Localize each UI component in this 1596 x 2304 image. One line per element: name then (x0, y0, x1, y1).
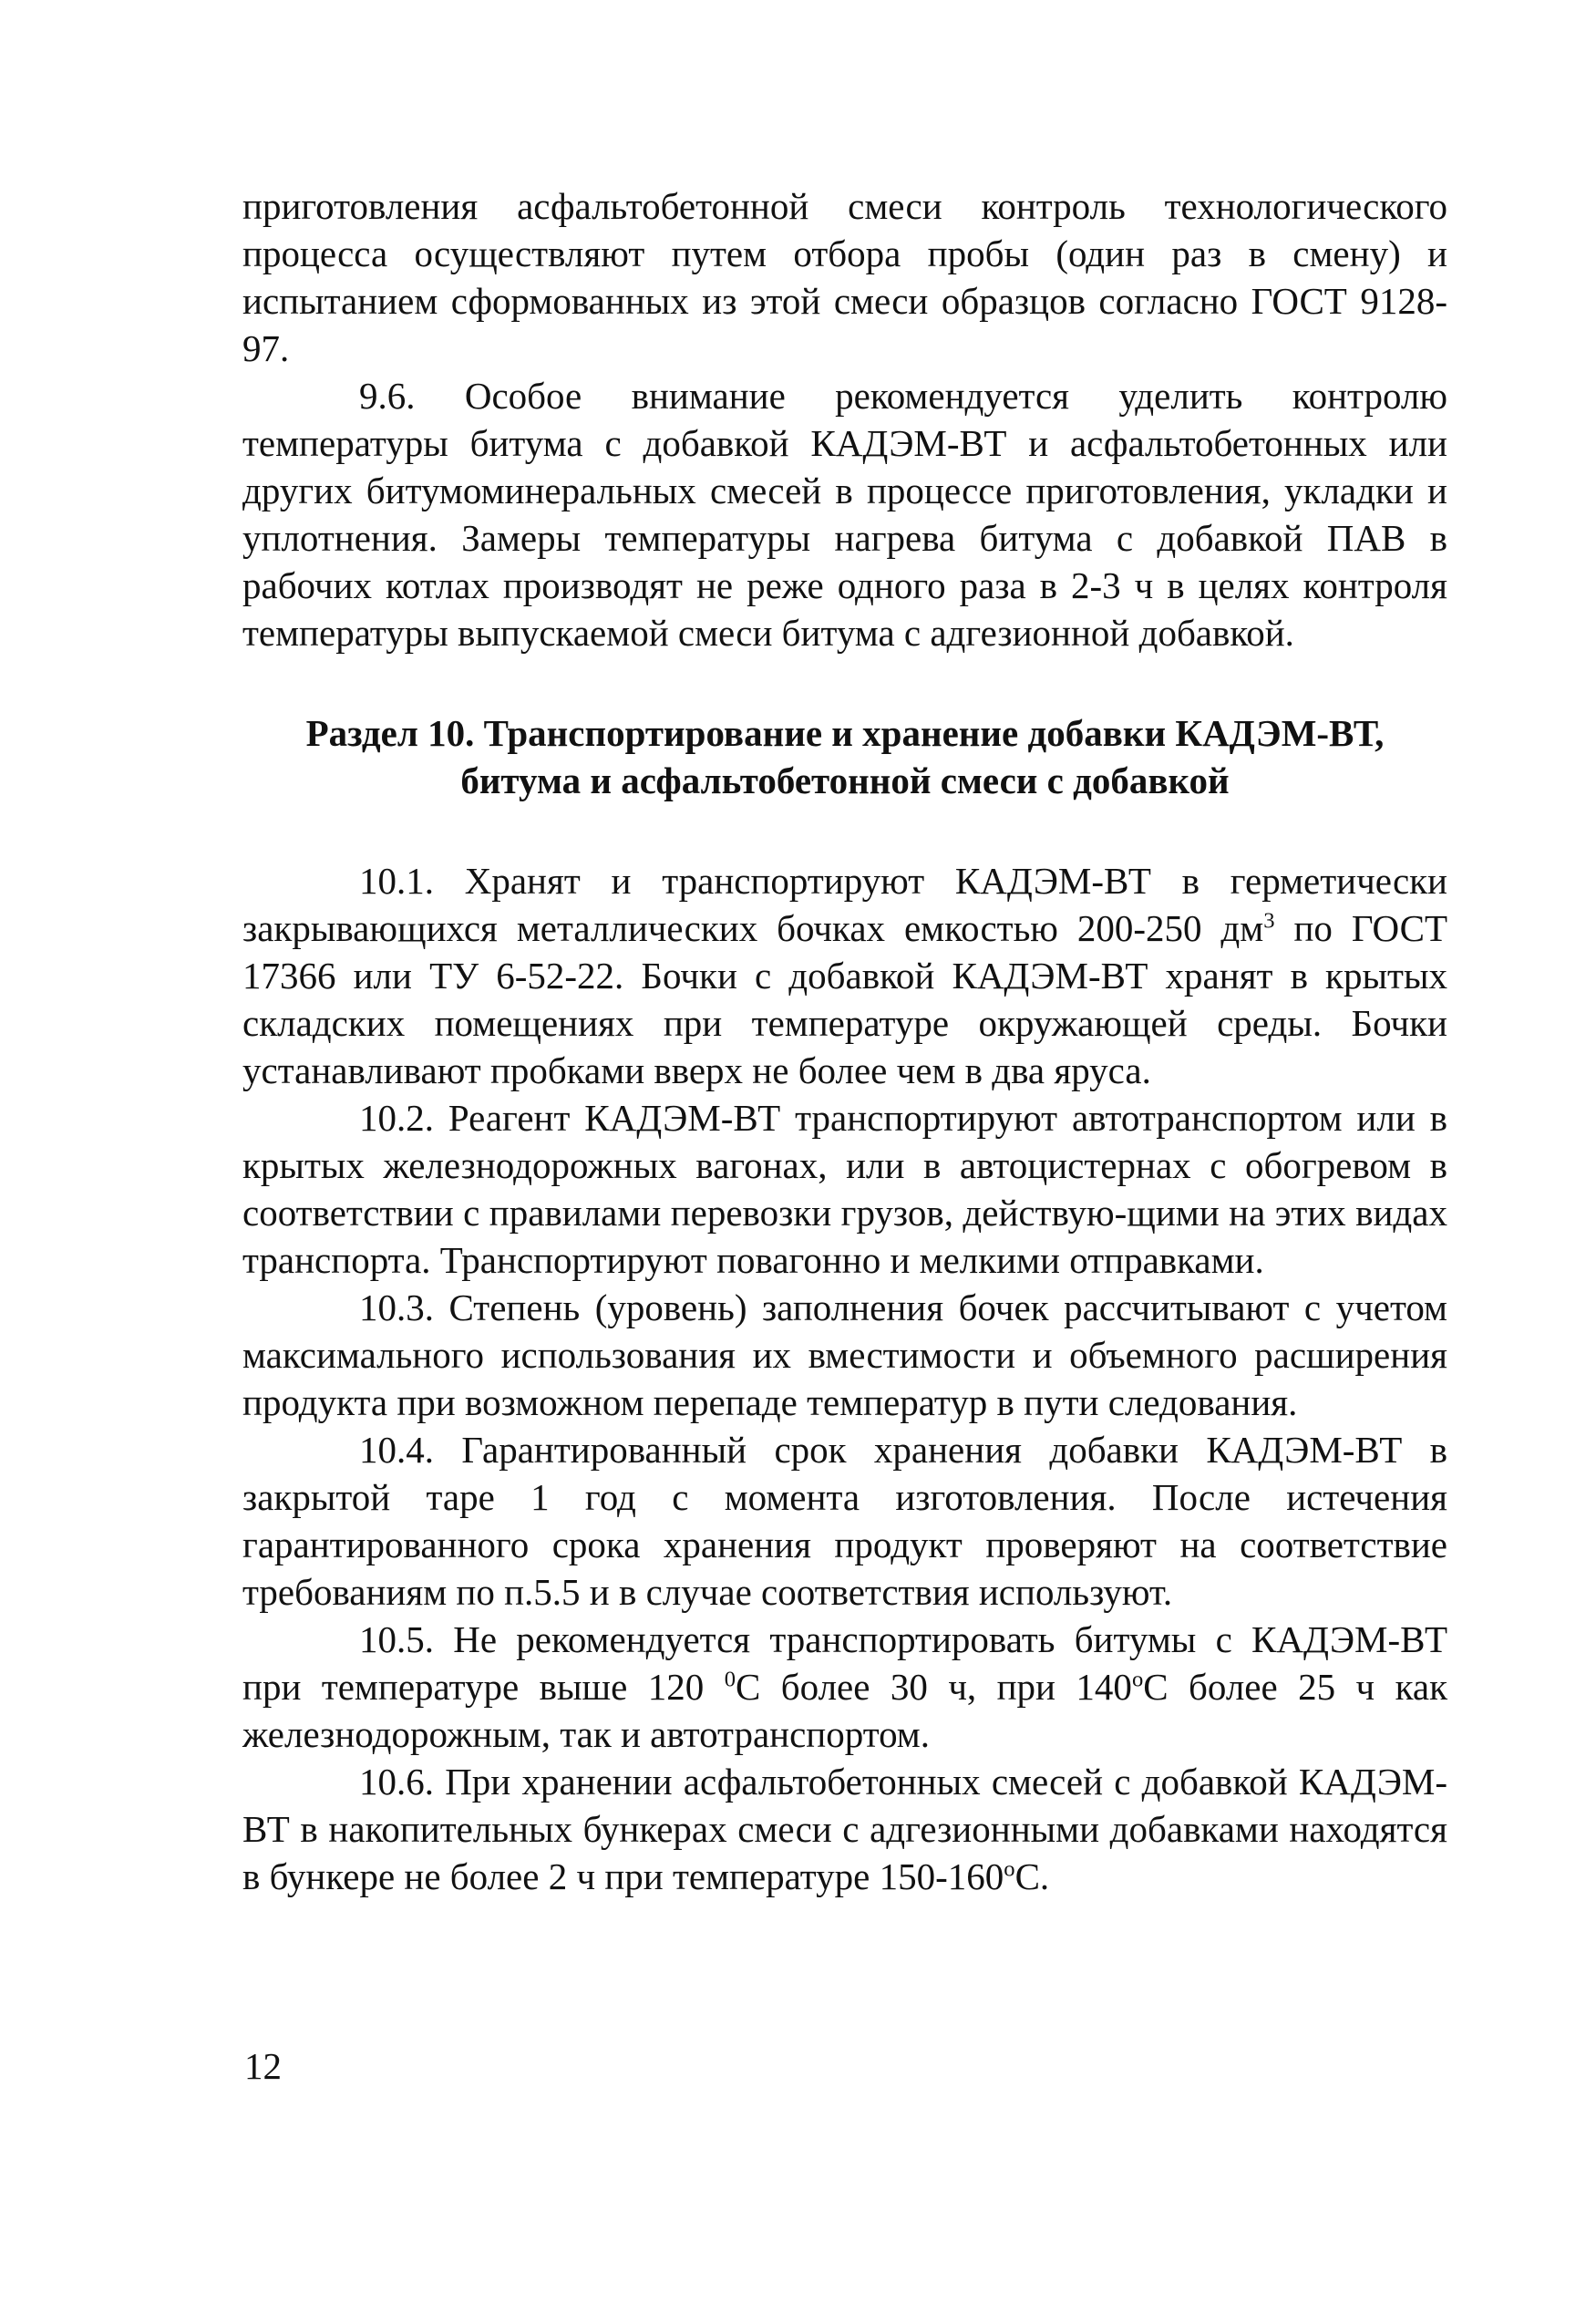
superscript-degree-1: 0 (724, 1667, 736, 1692)
section-title-line-2: битума и асфальтобетонной смеси с добавкой (460, 759, 1230, 801)
paragraph-10-6-text-b: С. (1014, 1855, 1050, 1897)
section-title-line-1: Раздел 10. Транспортирование и хранение добавки КАДЭМ-ВТ, (305, 712, 1385, 754)
paragraph-10-5-text-c: С более 25 ч как железнодорожным, так и автотранспортом. (242, 1666, 1448, 1755)
superscript-degree-2: о (1131, 1667, 1144, 1692)
superscript-cubed: 3 (1263, 908, 1275, 934)
paragraph-10-2: 10.2. Реагент КАДЭМ-ВТ транспортируют автотранспортом или в крытых железнодорожных вагонах, или в автоцистернах с обогревом в соответствии с правилами перевозки грузов, действую-щими на этих видах транспорта. Транспортируют повагонно и мелкими отправками. (242, 1097, 1447, 1281)
page-number: 12 (244, 2045, 282, 2087)
paragraph-10-4: 10.4. Гарантированный срок хранения добавки КАДЭМ-ВТ в закрытой таре 1 год с момента изготовления. После истечения гарантированного срока хранения продукт проверяют на соответствие требованиям по п.5.5 и в случае соответствия используют. (242, 1429, 1447, 1613)
paragraph-10-1-text-a: 10.1. Хранят и транспортируют КАДЭМ-ВТ в герметически закрывающихся металлических бочках емкостью 200-250 дм (242, 860, 1447, 949)
paragraph-10-5-text-b: С более 30 ч, при 140 (736, 1666, 1132, 1708)
document-page (242, 182, 1447, 1900)
paragraph-10-6 (242, 1758, 1447, 1900)
paragraph-10-1-text-b: по ГОСТ 17366 или ТУ 6-52-22. Бочки с добавкой КАДЭМ-ВТ хранят в крытых складских помещениях при температуре окружающей среды. Бочки устанавливают пробками вверх не более чем в два яруса. (242, 907, 1448, 1091)
paragraph-10-1 (242, 857, 1447, 1094)
superscript-degree-3: о (1004, 1856, 1015, 1882)
paragraph-10-3: 10.3. Степень (уровень) заполнения бочек рассчитывают с учетом максимального использования их вместимости и объемного расширения продукта при возможном перепаде температур в пути следования. (242, 1286, 1447, 1423)
paragraph-9-6: 9.6. Особое внимание рекомендуется уделить контролю температуры битума с добавкой КАДЭМ-ВТ и асфальтобетонных или других битумоминеральных смесей в процессе приготовления, укладки и уплотнения. Замеры температуры нагрева битума с добавкой ПАВ в рабочих котлах производят не реже одного раза в 2-3 ч в целях контроля температуры выпускаемой смеси битума с адгезионной добавкой. (242, 375, 1447, 654)
paragraph-10-5 (242, 1616, 1447, 1758)
section-10-title (242, 709, 1447, 804)
paragraph-10-5-text-a: 10.5. Не рекомендуется транспортировать битумы с КАДЭМ-ВТ при температуре выше 120 (242, 1618, 1447, 1708)
paragraph-continued: приготовления асфальтобетонной смеси контроль технологического процесса осуществляют путем отбора пробы (один раз в смену) и испытанием сформованных из этой смеси образцов согласно ГОСТ 9128-97. (242, 185, 1447, 369)
paragraph-10-6-text-a: 10.6. При хранении асфальтобетонных смесей с добавкой КАДЭМ-ВТ в накопительных бункерах смеси с адгезионными добавками находятся в бункере не более 2 ч при температуре 150-160 (242, 1761, 1447, 1897)
